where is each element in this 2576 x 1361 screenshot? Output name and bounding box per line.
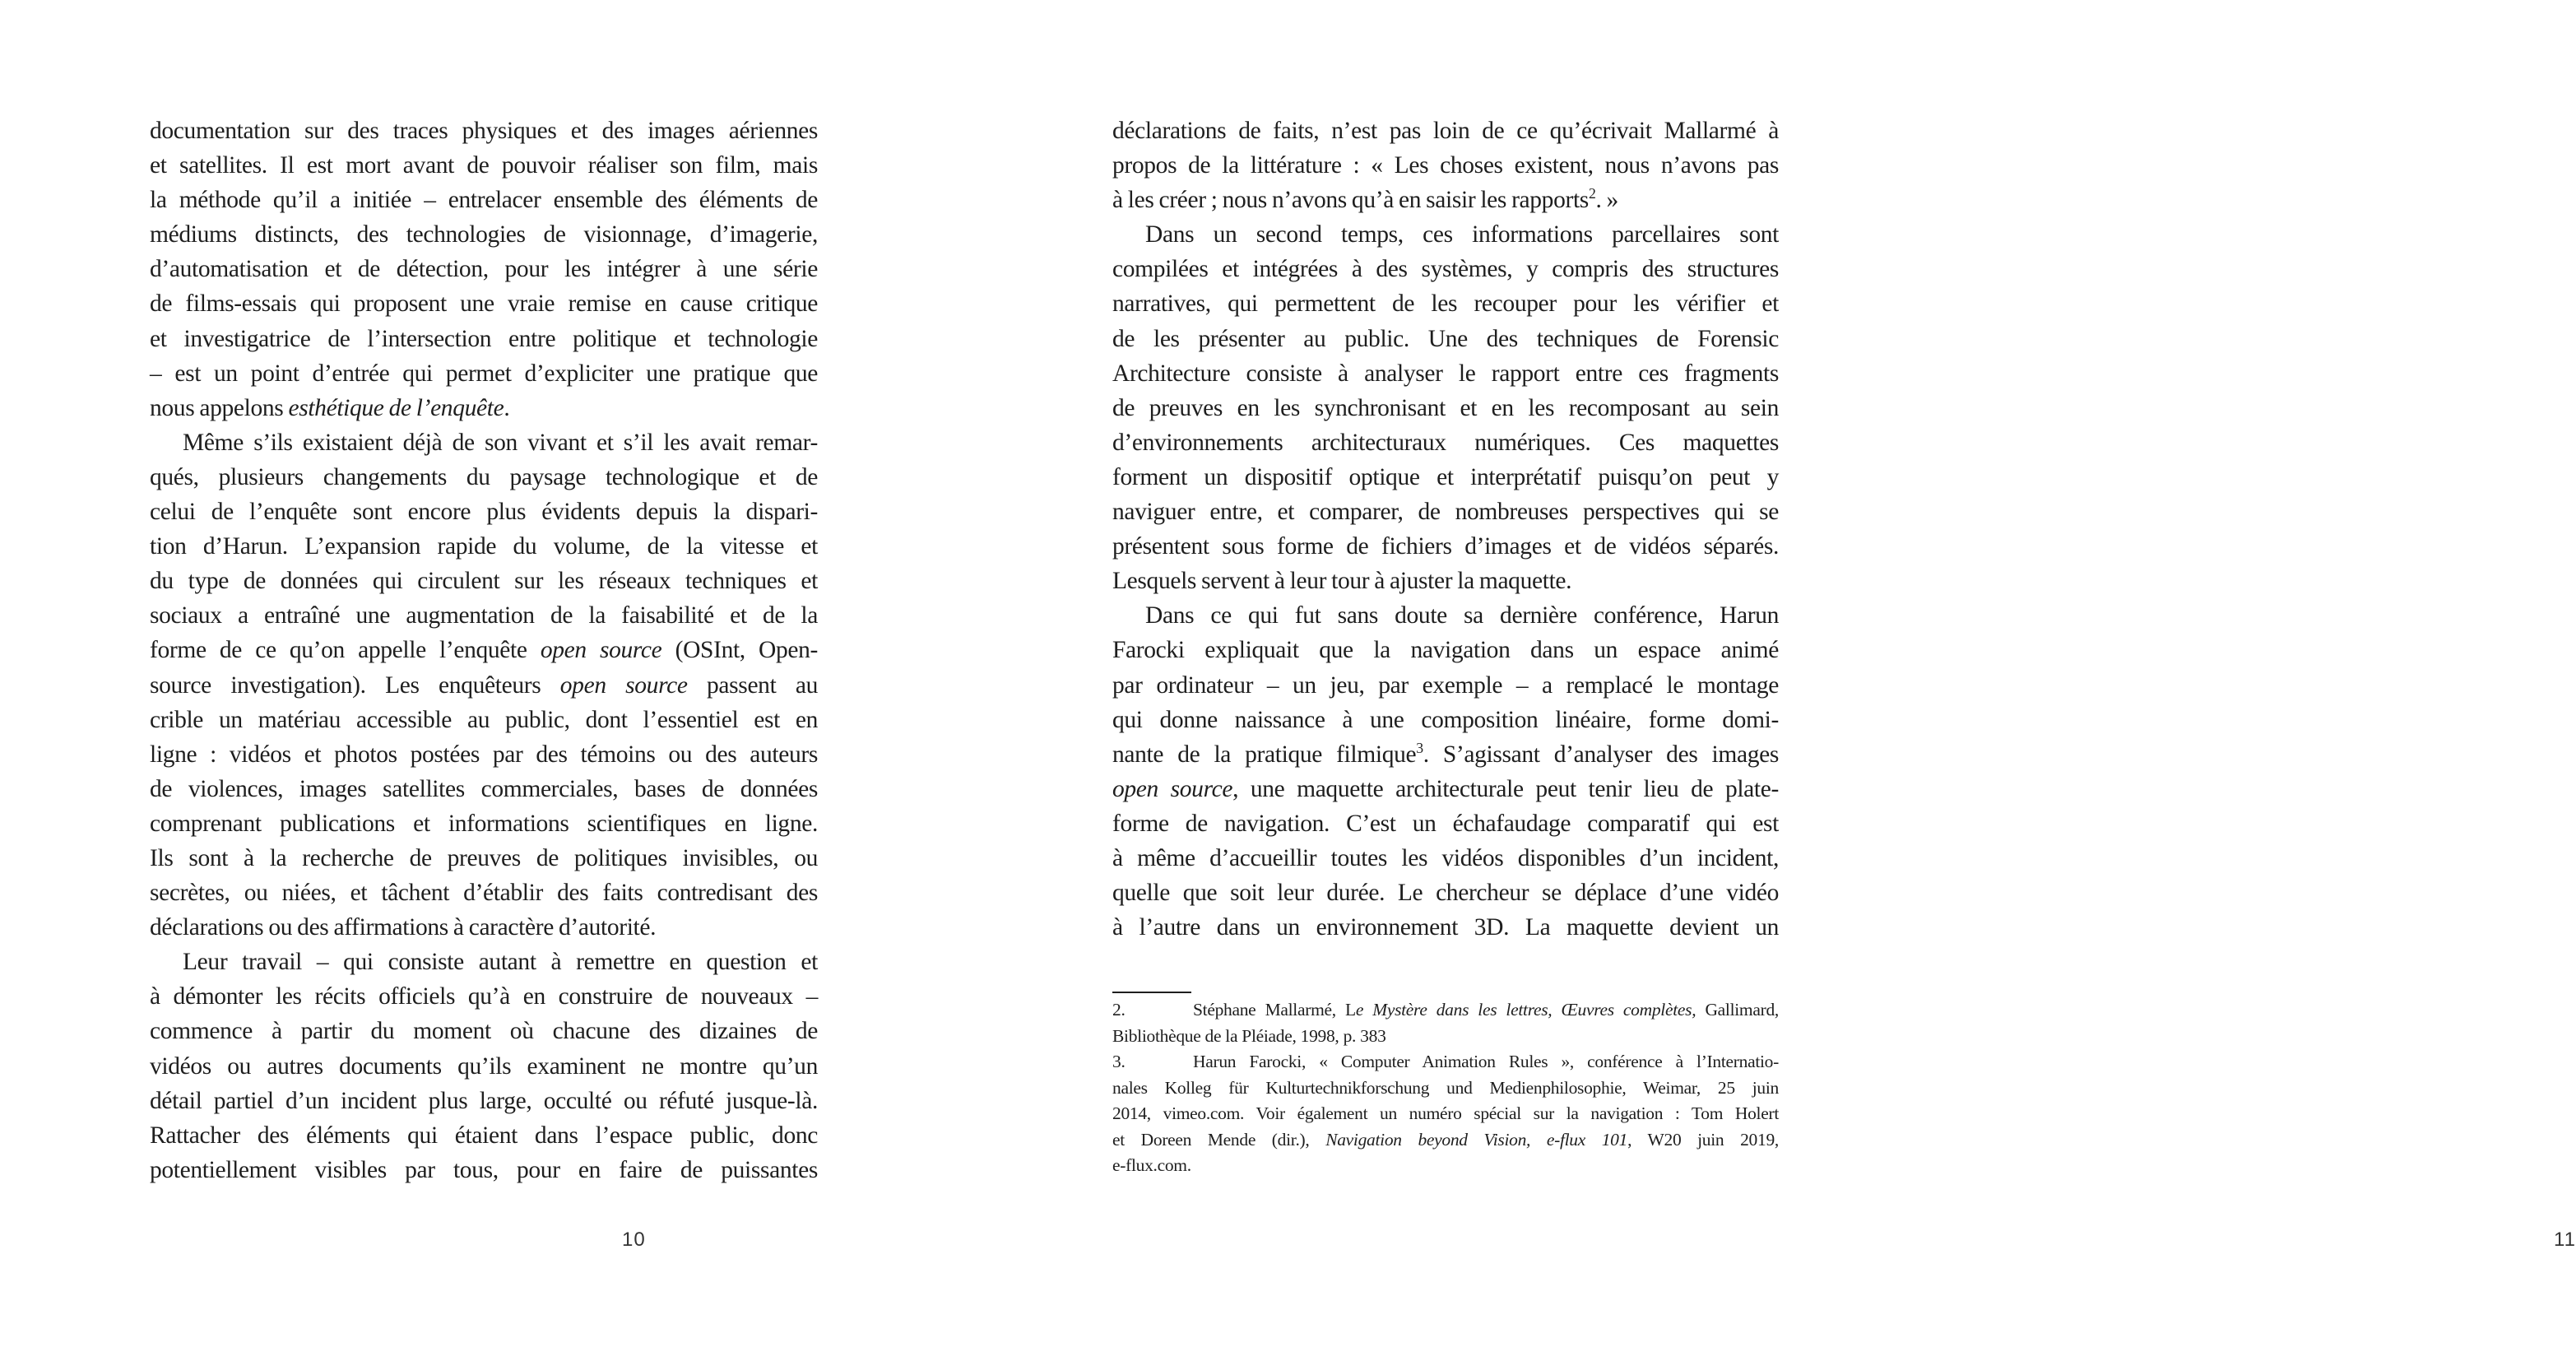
page-number: 10 — [622, 1229, 646, 1251]
text-line: et satellites. Il est mort avant de pouvoir réaliser son film, mais — [150, 152, 818, 179]
text-line: de preuves en les synchronisant et en les recomposant au sein — [1112, 394, 1779, 421]
right-page — [1112, 0, 2576, 1361]
paragraph-first-line: Dans un second temps, ces informations parcellaires sont — [1145, 221, 1779, 249]
left-page-body — [150, 114, 818, 1187]
text-run: passent au — [687, 671, 819, 699]
text-line: Architecture consiste à analyser le rapport entre ces fragments — [1112, 360, 1779, 387]
footnote-line — [1112, 1127, 1779, 1154]
text-run: nous appelons — [150, 394, 289, 421]
paragraph-first-line: Même s’ils existaient déjà de son vivant et s’il les avait remar- — [183, 429, 818, 456]
text-line: déclarations de faits, n’est pas loin de ce qu’écrivait Mallarmé à — [1112, 118, 1779, 144]
text-line: du type de données qui circulent sur les réseaux techniques et — [150, 568, 818, 595]
text-run: forme de ce qu’on appelle l’enquête — [150, 637, 541, 664]
italic-emphasis: open source — [1112, 775, 1233, 802]
italic-emphasis: open source — [540, 637, 662, 664]
text-line — [1112, 183, 1779, 217]
paragraph-first-line: Dans ce qui fut sans doute sa dernière conférence, Harun — [1145, 602, 1779, 629]
footnote-number: 2. — [1112, 1000, 1126, 1020]
text-line: d’automatisation et de détection, pour les intégrer à une série — [150, 256, 818, 283]
text-line: forment un dispositif optique et interprétatif puisqu’on peut y — [1112, 463, 1779, 490]
text-line — [1112, 737, 1779, 772]
text-run: Gallimard, — [1696, 1000, 1779, 1020]
footnote-reference[interactable]: 2 — [1588, 185, 1596, 202]
text-line: potentiellement visibles par tous, pour en faire de puissantes — [150, 1156, 818, 1183]
text-line: Rattacher des éléments qui étaient dans l’espace public, donc — [150, 1122, 818, 1149]
text-line — [150, 668, 818, 703]
text-line: sociaux a entraîné une augmentation de la faisabilité et de la — [150, 602, 818, 629]
text-run: . S’agissant d’analyser des images — [1423, 741, 1779, 768]
text-line: détail partiel d’un incident plus large, occulté ou réfuté jusque-là. — [150, 1087, 818, 1114]
text-line: compilées et intégrées à des systèmes, y compris des structures — [1112, 256, 1779, 283]
text-run: à les créer ; nous n’avons qu’à en saisir les rapports — [1112, 187, 1589, 214]
text-line: comprenant publications et informations scientifiques en ligne. — [150, 810, 818, 837]
italic-emphasis: e Mystère dans les lettres, Œuvres complètes, — [1355, 1000, 1696, 1020]
text-line: forme de navigation. C’est un échafaudage comparatif qui est — [1112, 810, 1779, 837]
footnote-2 — [1112, 997, 1779, 1024]
text-line: naviguer entre, et comparer, de nombreuses perspectives qui se — [1112, 499, 1779, 526]
footnote-separator — [1112, 992, 1191, 993]
right-page-body — [1112, 114, 1779, 945]
text-line: de les présenter au public. Une des techniques de Forensic — [1112, 325, 1779, 352]
text-line: à l’autre dans un environnement 3D. La maquette devient un — [1112, 914, 1779, 941]
text-line: vidéos ou autres documents qu’ils examinent ne montre qu’un — [150, 1052, 818, 1080]
footnote-line: 2014, vimeo.com. Voir également un numéro spécial sur la navigation : Tom Holert — [1112, 1103, 1779, 1123]
footnote-line: e-flux.com. — [1112, 1155, 1191, 1175]
text-run: . — [504, 394, 510, 421]
footnote-3 — [1112, 1049, 1779, 1075]
text-line: propos de la littérature : « Les choses existent, nous n’avons pas — [1112, 152, 1779, 179]
text-line: qui donne naissance à une composition linéaire, forme domi- — [1112, 706, 1779, 733]
text-line: médiums distincts, des technologies de visionnage, d’imagerie, — [150, 221, 818, 249]
text-run: Stéphane Mallarmé, L — [1193, 1000, 1356, 1020]
text-line: commence à partir du moment où chacune des dizaines de — [150, 1018, 818, 1045]
text-line: de violences, images satellites commerciales, bases de données — [150, 775, 818, 802]
text-line: celui de l’enquête sont encore plus évidents depuis la dispari- — [150, 499, 818, 526]
text-line: Farocki expliquait que la navigation dans un espace animé — [1112, 637, 1779, 664]
text-line: par ordinateur – un jeu, par exemple – a remplacé le montage — [1112, 671, 1779, 699]
text-run: Harun Farocki, « Computer Animation Rules », conférence à l’Internatio- — [1193, 1052, 1779, 1071]
text-line: narratives, qui permettent de les recouper pour les vérifier et — [1112, 290, 1779, 318]
footnote-line: Bibliothèque de la Pléiade, 1998, p. 383 — [1112, 1025, 1386, 1046]
text-run: . » — [1595, 187, 1618, 214]
text-run: , W20 juin 2019, — [1627, 1129, 1779, 1150]
text-line: Ils sont à la recherche de preuves de politiques invisibles, ou — [150, 844, 818, 871]
text-line: la méthode qu’il a initiée – entrelacer ensemble des éléments de — [150, 187, 818, 214]
text-line: crible un matériau accessible au public, dont l’essentiel est en — [150, 706, 818, 733]
text-line: tion d’Harun. L’expansion rapide du volume, de la vitesse et — [150, 533, 818, 560]
text-line: à démonter les récits officiels qu’à en construire de nouveaux – — [150, 983, 818, 1010]
footnote-number: 3. — [1112, 1052, 1126, 1071]
text-line: qués, plusieurs changements du paysage technologique et de — [150, 463, 818, 490]
text-line — [1112, 772, 1779, 806]
left-page — [150, 0, 818, 1361]
italic-emphasis: esthétique de l’enquête — [288, 394, 504, 421]
text-run: nante de la pratique filmique — [1112, 741, 1417, 768]
text-run: (OSInt, Open- — [661, 637, 818, 664]
text-run: , une maquette architecturale peut tenir lieu de plate- — [1232, 775, 1779, 802]
italic-emphasis: open source — [559, 671, 688, 699]
text-line: documentation sur des traces physiques et des images aériennes — [150, 118, 818, 144]
text-line — [150, 633, 818, 667]
text-line: présentent sous forme de fichiers d’images et de vidéos séparés. — [1112, 533, 1779, 560]
footnote-line: nales Kolleg für Kulturtechnikforschung und Medienphilosophie, Weimar, 25 juin — [1112, 1077, 1779, 1098]
text-line: – est un point d’entrée qui permet d’expliciter une pratique que — [150, 360, 818, 387]
text-line: d’environnements architecturaux numériques. Ces maquettes — [1112, 429, 1779, 456]
text-line: de films-essais qui proposent une vraie remise en cause critique — [150, 290, 818, 318]
text-line: et investigatrice de l’intersection entre politique et technologie — [150, 325, 818, 352]
text-line — [150, 391, 818, 425]
text-line: quelle que soit leur durée. Le chercheur se déplace d’une vidéo — [1112, 880, 1779, 907]
text-run: et Doreen Mende (dir.), — [1112, 1129, 1326, 1150]
text-line: secrètes, ou niées, et tâchent d’établir des faits contredisant des — [150, 880, 818, 907]
text-line: ligne : vidéos et photos postées par des témoins ou des auteurs — [150, 741, 818, 768]
text-line: à même d’accueillir toutes les vidéos disponibles d’un incident, — [1112, 844, 1779, 871]
italic-emphasis: Navigation beyond Vision, e-flux 101 — [1325, 1129, 1628, 1150]
text-run: source investigation). Les enquêteurs — [150, 671, 560, 699]
page-number: 11 — [2554, 1229, 2576, 1251]
paragraph-first-line: Leur travail – qui consiste autant à remettre en question et — [183, 949, 818, 976]
text-line: Lesquels servent à leur tour à ajuster la maquette. — [1112, 568, 1572, 595]
text-line: déclarations ou des affirmations à caractère d’autorité. — [150, 914, 657, 941]
footnotes — [1112, 997, 1779, 1179]
footnote-reference[interactable]: 3 — [1416, 739, 1423, 756]
